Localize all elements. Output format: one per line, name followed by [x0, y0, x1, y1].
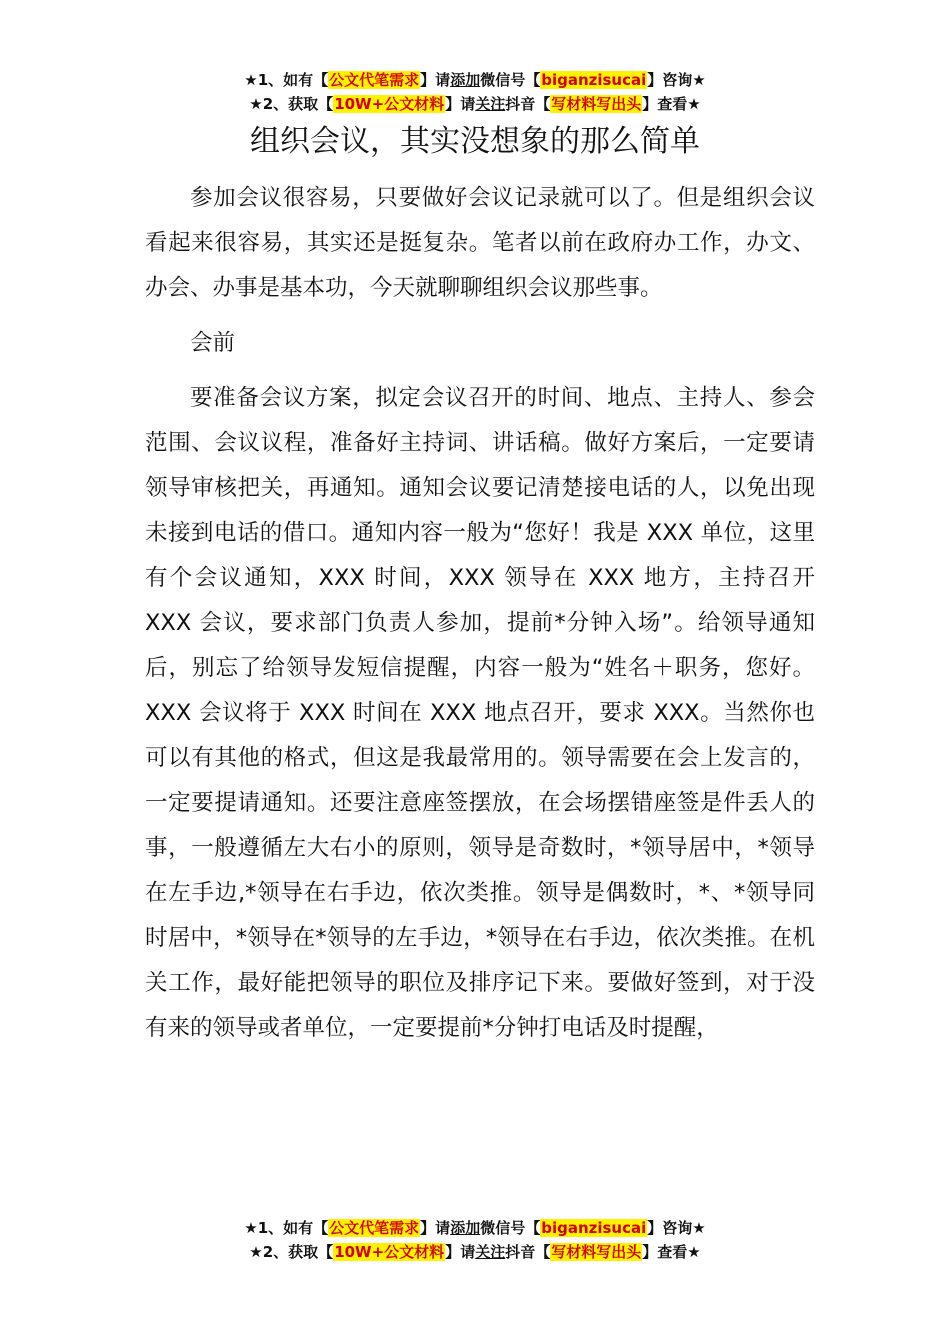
banner-highlight: biganzisucai: [541, 71, 647, 89]
banner-underline: 添加: [450, 71, 481, 89]
banner-text: 】请: [445, 95, 476, 113]
banner-highlight: 10W+公文材料: [334, 1243, 445, 1261]
banner-text: 】咨询★: [647, 71, 706, 89]
footer-banner: [0, 1216, 950, 1264]
banner-text: 】咨询★: [647, 1219, 706, 1237]
banner-highlight: 10W+公文材料: [334, 95, 445, 113]
banner-text: 】请: [445, 1243, 476, 1261]
banner-text: 微信号【: [480, 1219, 541, 1237]
banner-highlight: 写材料写出头: [551, 1243, 642, 1261]
banner-text: ★1、如有【: [244, 1219, 329, 1237]
banner-line-2: [0, 92, 950, 116]
section-heading-before-meeting: 会前: [190, 330, 236, 356]
banner-text: 】查看★: [642, 95, 701, 113]
banner-text: ★2、获取【: [249, 1243, 334, 1261]
banner-text: 抖音【: [505, 1243, 551, 1261]
banner-highlight: 公文代笔需求: [329, 1219, 420, 1237]
banner-highlight: 写材料写出头: [551, 95, 642, 113]
banner-text: 】请: [420, 71, 451, 89]
paragraph-before-meeting: 要准备会议方案，拟定会议召开的时间、地点、主持人、参会范围、会议议程，准备好主持词、讲话稿。做好方案后，一定要请领导审核把关，再通知。通知会议要记清楚接电话的人，以免出现未接到电话的借口。通知内容一般为“您好！我是 XXX 单位，这里有个会议通知，XXX 时间，XXX 领导在 XXX 地方，主持召开 XXX 会议，要求部门负责人参加，提前*分钟入场”。给领导通知后，别忘了给领导发短信提醒，内容一般为“姓名＋职务，您好。XXX 会议将于 XXX 时间在 XXX 地点召开，要求 XXX。当然你也可以有其他的格式，但这是我最常用的。领导需要在会上发言的，一定要提请通知。还要注意座签摆放，在会场摆错座签是件丢人的事，一般遵循左大右小的原则，领导是奇数时，*领导居中，*领导在左手边,*领导在右手边，依次类推。领导是偶数时，*、*领导同时居中，*领导在*领导的左手边，*领导在右手边，依次类推。在机关工作，最好能把领导的职位及排序记下来。要做好签到，对于没有来的领导或者单位，一定要提前*分钟打电话及时提醒，: [145, 385, 815, 1041]
banner-underline: 关注: [475, 1243, 506, 1261]
banner-text: ★1、如有【: [244, 71, 329, 89]
document-body: [145, 176, 815, 1051]
banner-line-2: [0, 1240, 950, 1264]
banner-text: 抖音【: [505, 95, 551, 113]
banner-text: 】查看★: [642, 1243, 701, 1261]
banner-underline: 关注: [475, 95, 506, 113]
banner-highlight: 公文代笔需求: [329, 71, 420, 89]
header-banner: [0, 68, 950, 116]
document-title: 组织会议，其实没想象的那么简单: [250, 124, 700, 159]
banner-underline: 添加: [450, 1219, 481, 1237]
banner-line-1: [0, 68, 950, 92]
banner-text: ★2、获取【: [249, 95, 334, 113]
banner-text: 微信号【: [480, 71, 541, 89]
banner-text: 】请: [420, 1219, 451, 1237]
paragraph-intro: 参加会议很容易，只要做好会议记录就可以了。但是组织会议看起来很容易，其实还是挺复杂。笔者以前在政府办工作，办文、办会、办事是基本功，今天就聊聊组织会议那些事。: [145, 185, 815, 301]
banner-line-1: [0, 1216, 950, 1240]
banner-highlight: biganzisucai: [541, 1219, 647, 1237]
